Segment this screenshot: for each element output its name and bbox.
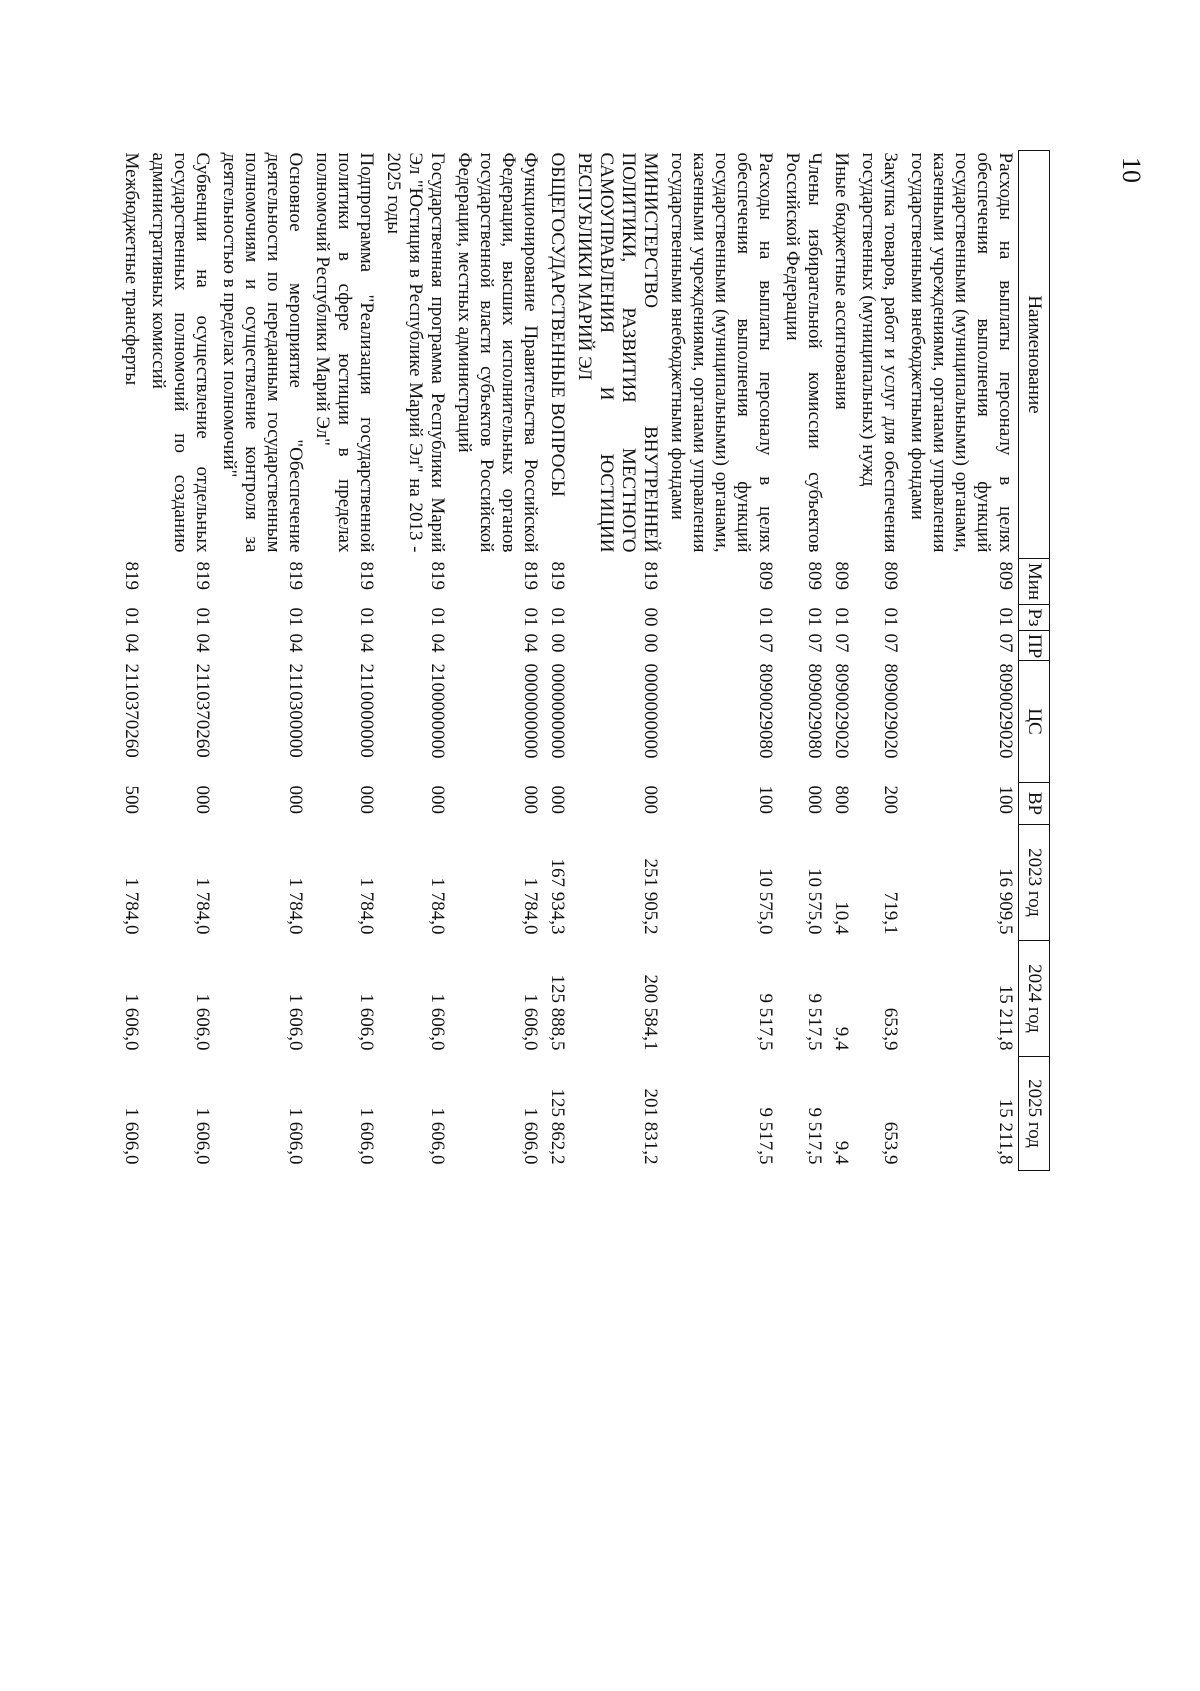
cell-pr: 00 — [547, 633, 568, 653]
cell-2023: 1 784,0 — [356, 877, 377, 935]
cell-2024: 9 517,5 — [804, 993, 825, 1051]
cell-2025: 201 831,2 — [640, 1088, 661, 1165]
cell-2023: 1 784,0 — [121, 877, 142, 935]
cell-pr: 04 — [192, 633, 213, 653]
cell-pr: 04 — [121, 633, 142, 653]
cell-rz: 01 — [427, 607, 448, 627]
cell-min: 809 — [995, 561, 1016, 590]
cell-2023: 1 784,0 — [520, 877, 541, 935]
cell-2025: 1 606,0 — [121, 1107, 142, 1165]
cell-cs: 2100000000 — [427, 663, 448, 759]
cell-2025: 1 606,0 — [285, 1107, 306, 1165]
cell-2025: 15 211,8 — [995, 1098, 1016, 1165]
cell-cs: 2110370260 — [121, 663, 142, 758]
table-row — [903, 151, 1019, 1171]
cell-cs: 0000000000 — [547, 663, 568, 759]
cell-name: Расходы на выплаты персоналу в целях обеспечения выполнения функций государственными (муниципальными) органами, казенными учреждениями, органами управления государственными внебюджетными фондами — [667, 152, 776, 553]
cell-vr: 000 — [192, 785, 213, 814]
cell-2023: 10 575,0 — [755, 868, 776, 935]
cell-min: 819 — [285, 561, 306, 590]
cell-vr: 000 — [547, 785, 568, 814]
cell-vr: 000 — [640, 785, 661, 814]
cell-rz: 01 — [831, 607, 852, 627]
cell-2024: 653,9 — [880, 1007, 901, 1051]
cell-name: Подпрограмма "Реализация государственной политики в сфере юстиции в пределах полномочий Республики Марий Эл" — [312, 152, 377, 553]
cell-rz: 01 — [192, 607, 213, 627]
cell-2023: 1 784,0 — [192, 877, 213, 935]
cell-pr: 07 — [755, 633, 776, 653]
cell-vr: 500 — [121, 785, 142, 814]
cell-2024: 15 211,8 — [995, 984, 1016, 1051]
cell-2023: 719,1 — [880, 891, 901, 935]
cell-2024: 1 606,0 — [520, 993, 541, 1051]
cell-min: 809 — [831, 561, 852, 590]
cell-min: 819 — [356, 561, 377, 590]
cell-rz: 01 — [804, 607, 825, 627]
cell-vr: 000 — [520, 785, 541, 814]
cell-2025: 9 517,5 — [804, 1107, 825, 1165]
cell-min: 809 — [804, 561, 825, 590]
cell-rz: 01 — [547, 607, 568, 627]
cell-min: 819 — [121, 561, 142, 590]
cell-rz: 01 — [121, 607, 142, 627]
cell-2024: 9,4 — [831, 1026, 852, 1051]
cell-min: 819 — [547, 561, 568, 590]
cell-pr: 07 — [831, 633, 852, 653]
cell-cs: 0000000000 — [520, 663, 541, 759]
cell-2023: 251 905,2 — [640, 858, 661, 935]
cell-2025: 1 606,0 — [520, 1107, 541, 1165]
cell-vr: 000 — [804, 785, 825, 814]
table-row — [117, 151, 144, 1171]
cell-vr: 100 — [755, 785, 776, 814]
cell-cs: 8090029080 — [755, 663, 776, 759]
table-body — [117, 151, 1019, 1171]
table-row — [215, 151, 308, 1171]
cell-2024: 125 888,5 — [547, 974, 568, 1051]
cell-pr: 04 — [285, 633, 306, 653]
cell-2025: 125 862,2 — [547, 1088, 568, 1165]
cell-pr: 04 — [427, 633, 448, 653]
cell-pr: 07 — [880, 633, 901, 653]
cell-min: 819 — [640, 561, 661, 590]
cell-2025: 9 517,5 — [755, 1107, 776, 1165]
header-rz: Рз — [1019, 605, 1050, 631]
cell-vr: 200 — [880, 785, 901, 814]
cell-2024: 1 606,0 — [427, 993, 448, 1051]
table-row — [663, 151, 778, 1171]
cell-cs: 8090029020 — [880, 663, 901, 759]
table-row — [827, 151, 854, 1171]
table-header — [1019, 151, 1050, 1171]
cell-cs: 2110300000 — [285, 663, 306, 758]
budget-table — [117, 150, 1050, 1171]
cell-cs: 8090029020 — [831, 663, 852, 759]
cell-cs: 0000000000 — [640, 663, 661, 759]
cell-2024: 1 606,0 — [285, 993, 306, 1051]
cell-pr: 04 — [356, 633, 377, 653]
cell-2023: 10 575,0 — [804, 868, 825, 935]
cell-pr: 04 — [520, 633, 541, 653]
budget-table-sheet — [117, 150, 1050, 1170]
cell-2023: 1 784,0 — [285, 877, 306, 935]
cell-2025: 1 606,0 — [356, 1107, 377, 1165]
cell-name: ОБЩЕГОСУДАРСТВЕННЫЕ ВОПРОСЫ — [547, 152, 568, 497]
header-pr: ПР — [1019, 631, 1050, 661]
cell-min: 819 — [192, 561, 213, 590]
cell-cs: 8090029020 — [995, 663, 1016, 759]
cell-2025: 1 606,0 — [427, 1107, 448, 1165]
table-row — [570, 151, 663, 1171]
cell-2025: 1 606,0 — [192, 1107, 213, 1165]
cell-name: Государственная программа Республики Марий Эл "Юстиция в Республике Марий Эл" на 2013 - 2025 годы — [383, 152, 448, 553]
cell-rz: 01 — [995, 607, 1016, 627]
cell-name: Члены избирательной комиссии субъектов Российской Федерации — [782, 152, 825, 553]
cell-cs: 2110000000 — [356, 663, 377, 758]
cell-2023: 167 934,3 — [547, 858, 568, 935]
cell-min: 819 — [520, 561, 541, 590]
cell-rz: 01 — [285, 607, 306, 627]
cell-2025: 653,9 — [880, 1121, 901, 1165]
table-row — [379, 151, 450, 1171]
cell-name: Расходы на выплаты персоналу в целях обеспечения выполнения функций государственными (муниципальными) органами, казенными учреждениями, органами управления государственными внебюджетными фондами — [907, 152, 1016, 553]
cell-name: Иные бюджетные ассигнования — [831, 152, 852, 410]
cell-2023: 16 909,5 — [995, 868, 1016, 935]
cell-rz: 01 — [755, 607, 776, 627]
cell-vr: 000 — [356, 785, 377, 814]
cell-2024: 1 606,0 — [192, 993, 213, 1051]
cell-vr: 000 — [427, 785, 448, 814]
table-row — [778, 151, 827, 1171]
cell-cs: 2110370260 — [192, 663, 213, 758]
cell-rz: 01 — [356, 607, 377, 627]
table-row — [144, 151, 215, 1171]
header-2024: 2024 год — [1019, 941, 1050, 1057]
table-row — [308, 151, 379, 1171]
cell-2025: 9,4 — [831, 1140, 852, 1165]
cell-rz: 01 — [880, 607, 901, 627]
cell-2024: 1 606,0 — [121, 993, 142, 1051]
cell-min: 819 — [427, 561, 448, 590]
cell-name: Основное мероприятие "Обеспечение деятельности по переданным государственным полномочиям и осуществление контроля за деятельностью в пределах полномочий" — [219, 152, 306, 553]
header-vr: ВР — [1019, 783, 1050, 825]
cell-rz: 01 — [520, 607, 541, 627]
cell-pr: 00 — [640, 633, 661, 653]
header-cs: ЦС — [1019, 661, 1050, 783]
header-2023: 2023 год — [1019, 825, 1050, 941]
cell-rz: 00 — [640, 607, 661, 627]
cell-vr: 000 — [285, 785, 306, 814]
cell-name: МИНИСТЕРСТВО ВНУТРЕННЕЙ ПОЛИТИКИ, РАЗВИТИЯ МЕСТНОГО САМОУПРАВЛЕНИЯ И ЮСТИЦИИ РЕСПУБЛИКИ МАРИЙ ЭЛ — [574, 152, 661, 553]
cell-pr: 07 — [804, 633, 825, 653]
cell-2024: 200 584,1 — [640, 974, 661, 1051]
cell-min: 809 — [755, 561, 776, 590]
header-name: Наименование — [1019, 151, 1050, 559]
cell-pr: 07 — [995, 633, 1016, 653]
header-2025: 2025 год — [1019, 1057, 1050, 1171]
table-row — [450, 151, 543, 1171]
header-min: Мин — [1019, 559, 1050, 605]
cell-name: Функционирование Правительства Российской Федерации, высших исполнительных органов государственной власти субъектов Российской Федерации, местных администраций — [454, 152, 541, 553]
cell-name: Межбюджетные трансферты — [121, 152, 142, 386]
cell-name: Субвенции на осуществление отдельных государственных полномочий по созданию административных комиссий — [148, 152, 213, 553]
cell-name: Закупка товаров, работ и услуг для обеспечения государственных (муниципальных) нужд — [858, 152, 901, 553]
cell-cs: 8090029080 — [804, 663, 825, 759]
table-row — [854, 151, 903, 1171]
cell-2023: 1 784,0 — [427, 877, 448, 935]
cell-min: 809 — [880, 561, 901, 590]
cell-2024: 1 606,0 — [356, 993, 377, 1051]
cell-vr: 100 — [995, 785, 1016, 814]
cell-vr: 800 — [831, 785, 852, 814]
cell-2023: 10,4 — [831, 901, 852, 935]
page-number: 10 — [1117, 157, 1146, 183]
table-row — [543, 151, 570, 1171]
cell-2024: 9 517,5 — [755, 993, 776, 1051]
